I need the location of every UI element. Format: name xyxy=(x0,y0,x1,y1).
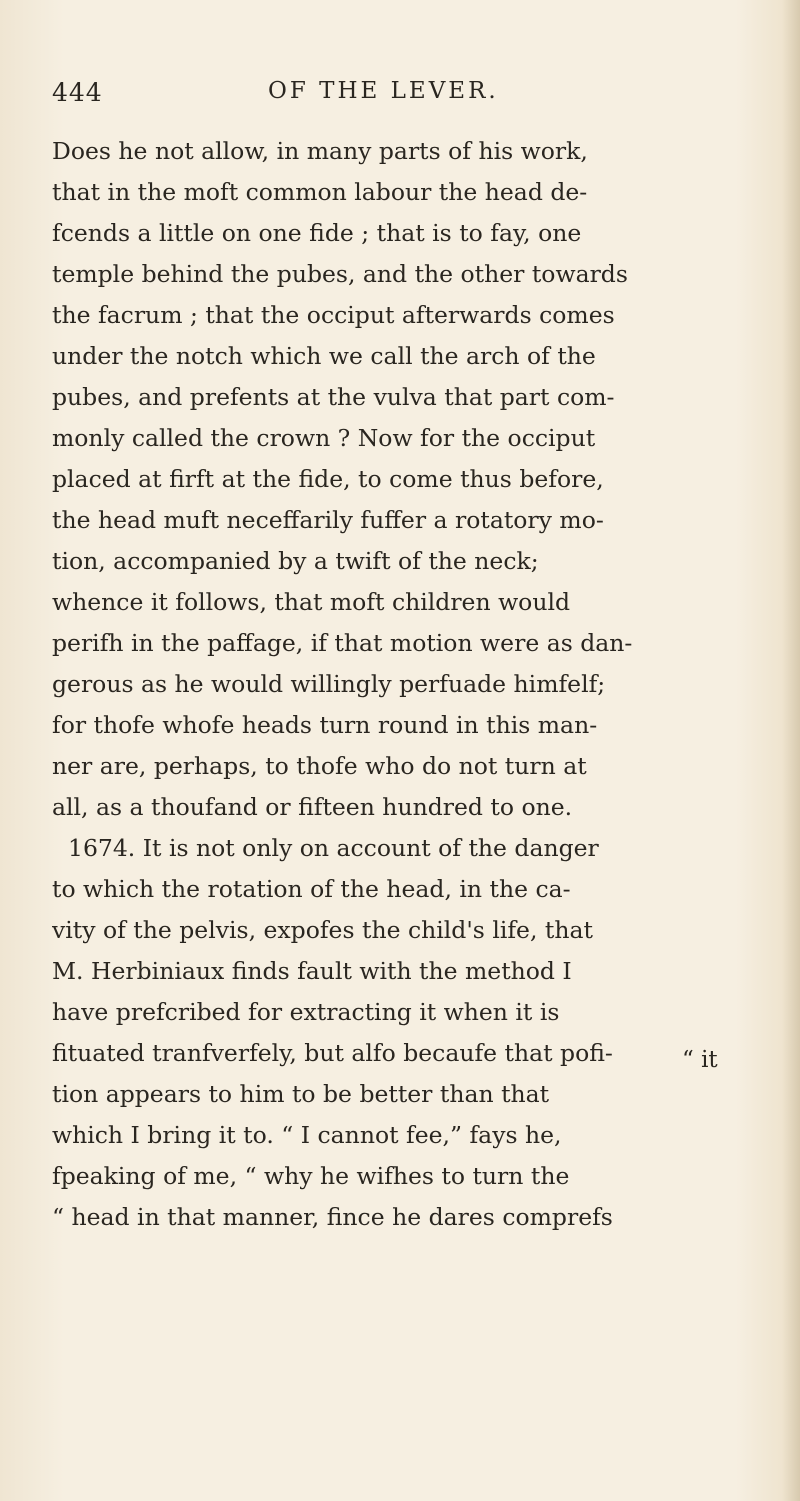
text-line: pubes, and prefents at the vulva that part com- xyxy=(52,383,615,411)
text-line: to which the rotation of the head, in the ca- xyxy=(52,875,571,903)
text-line: ner are, perhaps, to thofe who do not turn at xyxy=(52,752,587,780)
text-line: have prefcribed for extracting it when it is xyxy=(52,998,560,1026)
running-head: OF THE LEVER. xyxy=(268,78,499,104)
text-line: Does he not allow, in many parts of his work, xyxy=(52,137,588,165)
text-line: “ head in that manner, fince he dares comprefs xyxy=(52,1203,613,1231)
text-line: that in the moft common labour the head de- xyxy=(52,178,588,206)
text-line: which I bring it to. “ I cannot fee,” fays he, xyxy=(52,1121,562,1149)
text-line: fituated tranfverfely, but alfo becaufe that pofi- xyxy=(52,1039,613,1067)
page-edge-shadow xyxy=(782,0,800,1501)
text-line: fcends a little on one fide ; that is to fay, one xyxy=(52,219,582,247)
text-line: the facrum ; that the occiput afterwards comes xyxy=(52,301,615,329)
text-line: M. Herbiniaux finds fault with the method I xyxy=(52,957,572,985)
text-line: all, as a thoufand or fifteen hundred to one. xyxy=(52,793,573,821)
text-line: for thofe whofe heads turn round in this man- xyxy=(52,711,598,739)
text-line: perifh in the paffage, if that motion were as dan- xyxy=(52,629,633,657)
text-line: placed at firft at the fide, to come thus before, xyxy=(52,465,604,493)
text-line: vity of the pelvis, expofes the child's life, that xyxy=(52,916,593,944)
paragraph-start-line: 1674. It is not only on account of the danger xyxy=(68,834,599,862)
text-line: temple behind the pubes, and the other towards xyxy=(52,260,628,288)
text-line: whence it follows, that moft children would xyxy=(52,588,571,616)
page-header xyxy=(52,78,752,118)
text-line: gerous as he would willingly perfuade himfelf; xyxy=(52,670,606,698)
text-line: under the notch which we call the arch of the xyxy=(52,342,596,370)
text-line: tion appears to him to be better than that xyxy=(52,1080,550,1108)
body-text xyxy=(52,131,712,1238)
text-line: tion, accompanied by a twift of the neck; xyxy=(52,547,539,575)
page-number: 444 xyxy=(52,78,103,107)
catchword: “ it xyxy=(682,1047,718,1073)
text-line: fpeaking of me, “ why he wifhes to turn the xyxy=(52,1162,570,1190)
text-line: the head muft neceffarily fuffer a rotatory mo- xyxy=(52,506,604,534)
text-line: monly called the crown ? Now for the occiput xyxy=(52,424,596,452)
